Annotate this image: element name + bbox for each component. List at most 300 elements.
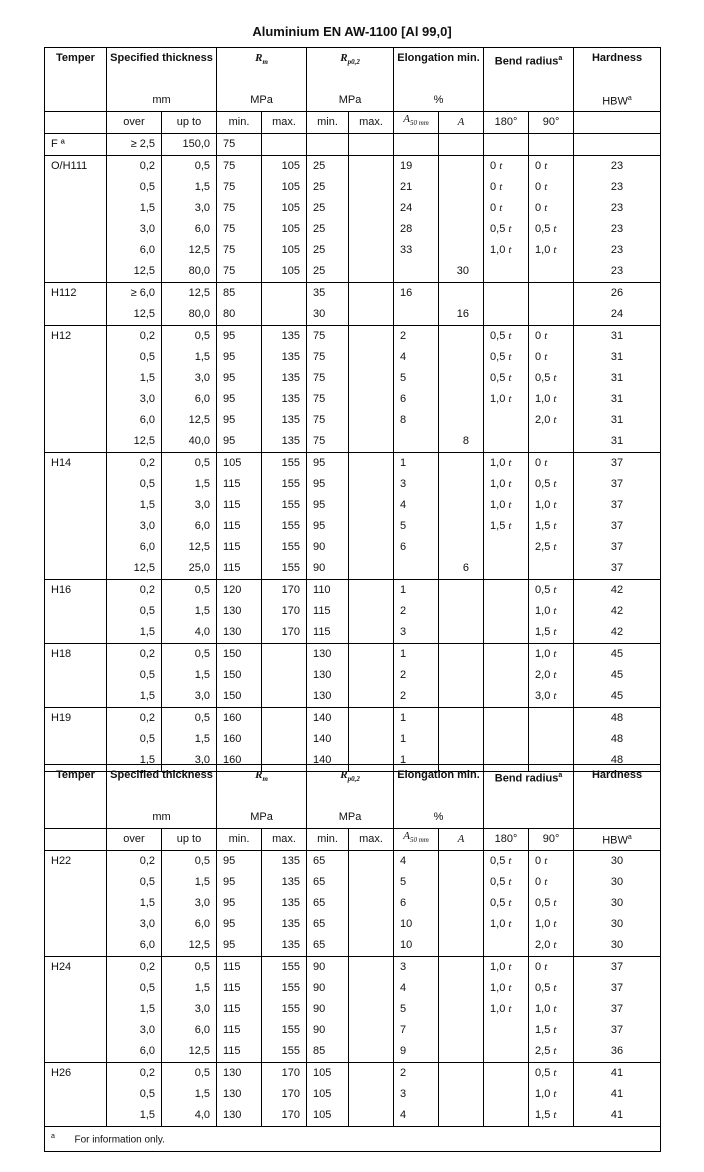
table-row: [45, 914, 661, 935]
cell-a: [439, 219, 484, 240]
sub-90: 90°: [529, 111, 574, 133]
cell-thickness-upto: 12,5: [162, 282, 217, 304]
cell-hbw: 37: [574, 1020, 661, 1041]
table-row: [45, 198, 661, 219]
sub-a50: $A_{50 mm}$: [394, 111, 439, 133]
table-row: [45, 956, 661, 978]
cell-thickness-over: 1,5: [107, 750, 162, 772]
table-row: [45, 347, 661, 368]
cell-bend-180: 0,5 t: [484, 347, 529, 368]
cell-a: [439, 325, 484, 347]
table-row: [45, 643, 661, 665]
header-rm: $R_m$: [217, 48, 307, 90]
sub-180: 180°: [484, 111, 529, 133]
cell-bend-180: [484, 282, 529, 304]
unit-hbw: HBW$^a$: [574, 828, 661, 850]
cell-a50: 4: [394, 978, 439, 999]
cell-a50: 4: [394, 1105, 439, 1127]
cell-thickness-over: 0,5: [107, 729, 162, 750]
cell-a50: 10: [394, 914, 439, 935]
table-row: [45, 893, 661, 914]
cell-temper: [45, 601, 107, 622]
cell-hbw: 24: [574, 304, 661, 326]
cell-hbw: 42: [574, 622, 661, 644]
cell-rp-max: [349, 665, 394, 686]
cell-bend-180: 0,5 t: [484, 850, 529, 872]
sub-min: min.: [307, 111, 349, 133]
cell-hbw: 37: [574, 558, 661, 580]
cell-rp-max: [349, 1084, 394, 1105]
cell-hbw: 31: [574, 431, 661, 453]
cell-bend-180: [484, 579, 529, 601]
cell-thickness-over: 0,5: [107, 665, 162, 686]
cell-a: [439, 347, 484, 368]
table-row: [45, 558, 661, 580]
cell-a: [439, 707, 484, 729]
cell-a50: 3: [394, 622, 439, 644]
cell-thickness-upto: 1,5: [162, 872, 217, 893]
cell-temper: [45, 219, 107, 240]
table-row: [45, 452, 661, 474]
cell-rm-max: [262, 643, 307, 665]
cell-rm-max: 155: [262, 956, 307, 978]
cell-rp-min: 75: [307, 431, 349, 453]
header-hardness: Hardness: [574, 765, 661, 807]
footnote: [45, 1126, 661, 1151]
table-row: [45, 219, 661, 240]
cell-rm-max: 155: [262, 452, 307, 474]
cell-thickness-over: 6,0: [107, 935, 162, 957]
cell-thickness-upto: 12,5: [162, 537, 217, 558]
cell-a: [439, 282, 484, 304]
cell-thickness-upto: 0,5: [162, 1062, 217, 1084]
table-row: [45, 729, 661, 750]
cell-hbw: 30: [574, 872, 661, 893]
cell-temper: [45, 665, 107, 686]
cell-a: 8: [439, 431, 484, 453]
cell-rp-min: 35: [307, 282, 349, 304]
cell-thickness-over: 3,0: [107, 516, 162, 537]
cell-thickness-upto: 0,5: [162, 850, 217, 872]
cell-rp-max: [349, 261, 394, 283]
cell-hbw: 37: [574, 978, 661, 999]
cell-thickness-over: 1,5: [107, 368, 162, 389]
cell-a50: 2: [394, 1062, 439, 1084]
cell-thickness-over: 0,5: [107, 872, 162, 893]
cell-rp-min: 110: [307, 579, 349, 601]
cell-a50: 6: [394, 537, 439, 558]
cell-rm-min: 75: [217, 240, 262, 261]
cell-thickness-over: 12,5: [107, 431, 162, 453]
cell-rp-min: 95: [307, 452, 349, 474]
cell-rp-min: 75: [307, 325, 349, 347]
cell-thickness-upto: 1,5: [162, 729, 217, 750]
cell-thickness-over: 0,2: [107, 707, 162, 729]
cell-a50: 6: [394, 389, 439, 410]
cell-thickness-upto: 3,0: [162, 198, 217, 219]
table-row: [45, 1084, 661, 1105]
cell-a50: 5: [394, 368, 439, 389]
cell-bend-90: 1,0 t: [529, 914, 574, 935]
cell-thickness-upto: 6,0: [162, 1020, 217, 1041]
cell-rp-min: 130: [307, 686, 349, 708]
cell-bend-90: 1,5 t: [529, 1105, 574, 1127]
sub-upto: up to: [162, 828, 217, 850]
cell-hbw: 37: [574, 516, 661, 537]
table-row: [45, 155, 661, 177]
cell-bend-90: 0,5 t: [529, 474, 574, 495]
cell-bend-180: [484, 935, 529, 957]
cell-rm-max: 105: [262, 177, 307, 198]
cell-rp-max: [349, 707, 394, 729]
cell-temper: [45, 1041, 107, 1063]
header-hardness: Hardness: [574, 48, 661, 90]
cell-rm-min: 80: [217, 304, 262, 326]
cell-rm-min: 115: [217, 978, 262, 999]
cell-a: [439, 978, 484, 999]
table-row: [45, 410, 661, 431]
cell-temper: [45, 198, 107, 219]
cell-thickness-upto: 25,0: [162, 558, 217, 580]
table-row: [45, 872, 661, 893]
cell-thickness-over: 12,5: [107, 304, 162, 326]
cell-a50: [394, 304, 439, 326]
cell-thickness-over: 1,5: [107, 495, 162, 516]
cell-bend-90: [529, 282, 574, 304]
cell-a: [439, 729, 484, 750]
cell-bend-180: 1,0 t: [484, 474, 529, 495]
cell-rm-min: 95: [217, 347, 262, 368]
cell-a: [439, 643, 484, 665]
cell-temper: H22: [45, 850, 107, 872]
cell-thickness-over: 0,2: [107, 643, 162, 665]
cell-rp-max: [349, 155, 394, 177]
header-rp: $R_{p0,2}$: [307, 48, 394, 90]
sub-a: A: [439, 111, 484, 133]
cell-rp-max: [349, 431, 394, 453]
cell-a: [439, 999, 484, 1020]
cell-rm-min: 105: [217, 452, 262, 474]
cell-thickness-over: 0,2: [107, 579, 162, 601]
cell-bend-180: [484, 558, 529, 580]
cell-bend-90: 1,0 t: [529, 643, 574, 665]
cell-thickness-upto: 80,0: [162, 304, 217, 326]
cell-bend-90: [529, 707, 574, 729]
cell-bend-180: [484, 643, 529, 665]
cell-a50: [394, 261, 439, 283]
cell-temper: [45, 622, 107, 644]
table-row: [45, 999, 661, 1020]
header-temper: Temper: [56, 769, 95, 781]
cell-bend-180: [484, 431, 529, 453]
table-row: [45, 325, 661, 347]
cell-rp-min: 95: [307, 474, 349, 495]
cell-rp-min: 90: [307, 537, 349, 558]
cell-rm-max: 135: [262, 347, 307, 368]
cell-thickness-over: 0,5: [107, 474, 162, 495]
cell-a50: 5: [394, 999, 439, 1020]
cell-rp-max: [349, 935, 394, 957]
cell-thickness-over: 6,0: [107, 240, 162, 261]
cell-rp-min: 85: [307, 1041, 349, 1063]
table-row: [45, 495, 661, 516]
cell-a50: 16: [394, 282, 439, 304]
cell-bend-180: 0 t: [484, 177, 529, 198]
cell-rm-max: [262, 665, 307, 686]
cell-rp-min: 75: [307, 347, 349, 368]
cell-thickness-upto: 0,5: [162, 956, 217, 978]
cell-bend-180: [484, 707, 529, 729]
cell-bend-90: 1,0 t: [529, 999, 574, 1020]
table-row: [45, 850, 661, 872]
sub-a: A: [439, 828, 484, 850]
cell-rp-min: 90: [307, 558, 349, 580]
cell-temper: [45, 893, 107, 914]
header-rm: $R_m$: [217, 765, 307, 807]
cell-hbw: 41: [574, 1105, 661, 1127]
cell-rp-max: [349, 304, 394, 326]
cell-a50: 6: [394, 893, 439, 914]
table-row: [45, 389, 661, 410]
cell-thickness-over: 1,5: [107, 198, 162, 219]
cell-temper: H24: [45, 956, 107, 978]
table-row: [45, 1105, 661, 1127]
sub-over: over: [107, 828, 162, 850]
cell-thickness-upto: 1,5: [162, 601, 217, 622]
sub-90: 90°: [529, 828, 574, 850]
cell-bend-180: 0 t: [484, 155, 529, 177]
cell-rp-max: [349, 516, 394, 537]
cell-rm-min: 160: [217, 707, 262, 729]
cell-rm-max: 105: [262, 198, 307, 219]
cell-a50: 19: [394, 155, 439, 177]
cell-rp-max: [349, 850, 394, 872]
cell-bend-180: [484, 1062, 529, 1084]
cell-rp-min: 105: [307, 1084, 349, 1105]
cell-bend-90: [529, 261, 574, 283]
cell-rm-min: 75: [217, 133, 262, 155]
sub-min: min.: [217, 111, 262, 133]
cell-temper: [45, 431, 107, 453]
cell-bend-90: 0 t: [529, 850, 574, 872]
cell-temper: H12: [45, 325, 107, 347]
cell-bend-90: 0 t: [529, 325, 574, 347]
cell-thickness-upto: 12,5: [162, 935, 217, 957]
cell-a: [439, 579, 484, 601]
cell-a: [439, 495, 484, 516]
cell-rm-max: [262, 686, 307, 708]
cell-rm-min: 130: [217, 1062, 262, 1084]
cell-bend-180: [484, 622, 529, 644]
cell-temper: [45, 389, 107, 410]
cell-rm-max: 155: [262, 999, 307, 1020]
cell-bend-90: 2,0 t: [529, 410, 574, 431]
cell-rp-min: 90: [307, 999, 349, 1020]
cell-bend-90: 1,0 t: [529, 240, 574, 261]
cell-rm-min: 115: [217, 999, 262, 1020]
cell-rp-min: 25: [307, 261, 349, 283]
cell-thickness-upto: 3,0: [162, 893, 217, 914]
unit-mpa-rm: MPa: [217, 807, 307, 829]
cell-rm-min: 130: [217, 622, 262, 644]
cell-bend-180: 1,0 t: [484, 240, 529, 261]
cell-a: [439, 240, 484, 261]
cell-thickness-upto: 0,5: [162, 325, 217, 347]
cell-rp-max: [349, 579, 394, 601]
cell-temper: H26: [45, 1062, 107, 1084]
cell-bend-90: 0 t: [529, 155, 574, 177]
cell-a: [439, 935, 484, 957]
cell-a50: [394, 431, 439, 453]
cell-thickness-over: 3,0: [107, 914, 162, 935]
cell-a50: 5: [394, 516, 439, 537]
cell-thickness-upto: 0,5: [162, 579, 217, 601]
table-row: [45, 1062, 661, 1084]
sub-max: max.: [262, 111, 307, 133]
table-row: [45, 622, 661, 644]
cell-a50: 2: [394, 601, 439, 622]
cell-rm-max: 135: [262, 431, 307, 453]
cell-rm-min: 115: [217, 1041, 262, 1063]
table-row: [45, 978, 661, 999]
cell-a50: 10: [394, 935, 439, 957]
cell-thickness-upto: 1,5: [162, 474, 217, 495]
cell-rm-max: [262, 707, 307, 729]
cell-temper: [45, 935, 107, 957]
cell-a50: 1: [394, 707, 439, 729]
cell-a: [439, 1041, 484, 1063]
cell-hbw: 30: [574, 850, 661, 872]
cell-rm-min: 95: [217, 389, 262, 410]
cell-temper: [45, 558, 107, 580]
cell-rm-min: 120: [217, 579, 262, 601]
cell-thickness-upto: 4,0: [162, 1105, 217, 1127]
cell-rm-min: 95: [217, 368, 262, 389]
cell-hbw: 37: [574, 474, 661, 495]
cell-a50: 1: [394, 452, 439, 474]
cell-rp-max: [349, 133, 394, 155]
cell-rp-max: [349, 872, 394, 893]
cell-bend-180: [484, 1041, 529, 1063]
cell-rm-min: 150: [217, 643, 262, 665]
cell-bend-180: [484, 1084, 529, 1105]
sub-upto: up to: [162, 111, 217, 133]
cell-bend-90: 2,5 t: [529, 537, 574, 558]
sub-max: max.: [262, 828, 307, 850]
cell-rm-max: 155: [262, 516, 307, 537]
cell-a50: 8: [394, 410, 439, 431]
cell-a: [439, 474, 484, 495]
cell-a: [439, 872, 484, 893]
cell-rm-max: [262, 133, 307, 155]
cell-rm-max: 135: [262, 410, 307, 431]
cell-temper: H16: [45, 579, 107, 601]
cell-a50: [394, 133, 439, 155]
cell-thickness-upto: 6,0: [162, 389, 217, 410]
table-row: [45, 686, 661, 708]
cell-temper: [45, 537, 107, 558]
cell-rm-min: 150: [217, 665, 262, 686]
cell-hbw: 41: [574, 1084, 661, 1105]
cell-hbw: 31: [574, 347, 661, 368]
cell-rp-min: 115: [307, 622, 349, 644]
cell-hbw: 37: [574, 452, 661, 474]
cell-a: [439, 850, 484, 872]
cell-bend-180: 1,0 t: [484, 999, 529, 1020]
cell-rp-max: [349, 347, 394, 368]
cell-rp-max: [349, 495, 394, 516]
cell-hbw: 37: [574, 537, 661, 558]
cell-rp-min: 105: [307, 1105, 349, 1127]
cell-a: [439, 133, 484, 155]
cell-rp-max: [349, 474, 394, 495]
unit-percent: %: [394, 807, 484, 829]
cell-rm-max: [262, 729, 307, 750]
cell-a: [439, 893, 484, 914]
cell-bend-90: 2,5 t: [529, 1041, 574, 1063]
cell-bend-90: 0,5 t: [529, 219, 574, 240]
cell-rm-max: 170: [262, 1084, 307, 1105]
cell-temper: H14: [45, 452, 107, 474]
cell-rp-min: 75: [307, 410, 349, 431]
cell-bend-180: 0 t: [484, 198, 529, 219]
cell-thickness-over: 0,2: [107, 452, 162, 474]
cell-a: [439, 516, 484, 537]
table-row: [45, 516, 661, 537]
cell-bend-90: 0,5 t: [529, 978, 574, 999]
unit-mm: mm: [107, 90, 217, 112]
cell-a50: 1: [394, 729, 439, 750]
cell-rm-min: 95: [217, 325, 262, 347]
cell-bend-90: 1,5 t: [529, 622, 574, 644]
cell-thickness-upto: 80,0: [162, 261, 217, 283]
cell-rp-max: [349, 1062, 394, 1084]
cell-rm-min: 95: [217, 914, 262, 935]
cell-rm-min: 75: [217, 177, 262, 198]
cell-rm-max: 135: [262, 850, 307, 872]
cell-rp-max: [349, 389, 394, 410]
cell-rm-min: 115: [217, 558, 262, 580]
cell-rp-min: 105: [307, 1062, 349, 1084]
unit-mpa-rp: MPa: [307, 90, 394, 112]
cell-thickness-over: 0,5: [107, 978, 162, 999]
cell-bend-90: 0 t: [529, 198, 574, 219]
table-row: [45, 368, 661, 389]
cell-rp-max: [349, 240, 394, 261]
cell-hbw: 42: [574, 601, 661, 622]
cell-rm-min: 160: [217, 729, 262, 750]
cell-temper: O/H111: [45, 155, 107, 177]
cell-temper: [45, 729, 107, 750]
cell-thickness-over: 3,0: [107, 1020, 162, 1041]
cell-bend-90: [529, 133, 574, 155]
sub-min: min.: [307, 828, 349, 850]
cell-a50: 7: [394, 1020, 439, 1041]
cell-rm-max: 170: [262, 1062, 307, 1084]
cell-bend-180: 1,0 t: [484, 452, 529, 474]
cell-hbw: 31: [574, 389, 661, 410]
cell-a: [439, 1020, 484, 1041]
cell-rp-min: 90: [307, 1020, 349, 1041]
cell-rm-min: 95: [217, 872, 262, 893]
cell-hbw: 23: [574, 240, 661, 261]
cell-bend-180: 0,5 t: [484, 872, 529, 893]
cell-rm-min: 115: [217, 516, 262, 537]
cell-rm-max: 155: [262, 537, 307, 558]
header-bend-radius: Bend radius$^a$: [484, 765, 574, 807]
cell-bend-180: [484, 729, 529, 750]
cell-rp-max: [349, 1020, 394, 1041]
